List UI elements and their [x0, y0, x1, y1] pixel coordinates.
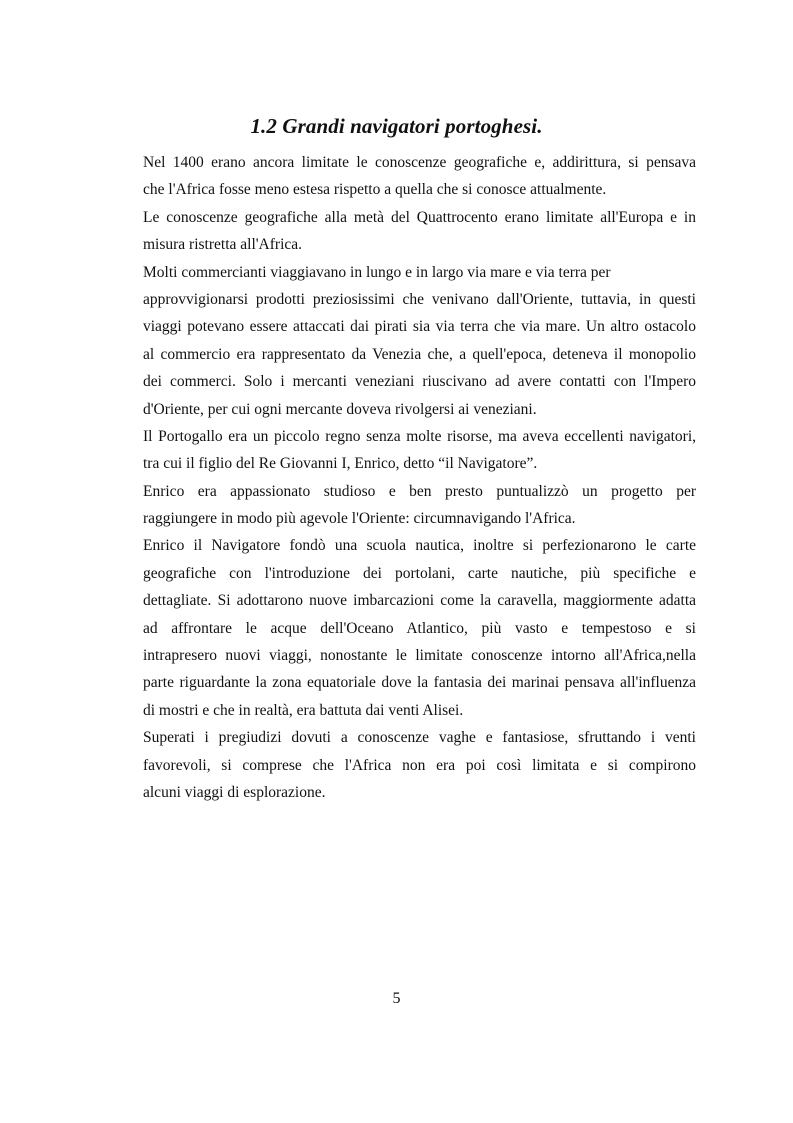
- page-number: 5: [392, 990, 401, 1007]
- text-line: Enrico il Navigatore fondò una scuola nautica, inoltre si perfezionarono le carte: [143, 537, 696, 555]
- text-line: dettagliate. Si adottarono nuove imbarcazioni come la caravella, maggiormente adatta: [143, 592, 696, 610]
- text-line: intrapresero nuovi viaggi, nonostante le limitate conoscenze intorno all'Africa,nella: [143, 647, 696, 665]
- text-line: che l'Africa fosse meno estesa rispetto a quella che si conosce attualmente.: [143, 181, 607, 199]
- text-line: raggiungere in modo più agevole l'Oriente: circumnavigando l'Africa.: [143, 510, 576, 528]
- body-text: [143, 149, 696, 806]
- text-line: ad affrontare le acque dell'Oceano Atlantico, più vasto e tempestoso e si: [143, 619, 696, 637]
- text-line: parte riguardante la zona equatoriale dove la fantasia dei marinai pensava all'influenza: [143, 674, 696, 692]
- text-line: dei commerci. Solo i mercanti veneziani riuscivano ad avere contatti con l'Impero: [143, 373, 696, 391]
- text-line: d'Oriente, per cui ogni mercante doveva rivolgersi ai veneziani.: [143, 400, 537, 418]
- text-line: approvvigionarsi prodotti preziosissimi che venivano dall'Oriente, tuttavia, in questi: [143, 290, 696, 308]
- text-line: di mostri e che in realtà, era battuta dai venti Alisei.: [143, 701, 464, 719]
- text-line: tra cui il figlio del Re Giovanni I, Enrico, detto “il Navigatore”.: [143, 455, 538, 473]
- text-line: Nel 1400 erano ancora limitate le conoscenze geografiche e, addirittura, si pensava: [143, 154, 696, 171]
- section-heading: 1.2 Grandi navigatori portoghesi.: [250, 114, 543, 138]
- text-line: Enrico era appassionato studioso e ben presto puntualizzò un progetto per: [143, 482, 696, 500]
- text-line: Superati i pregiudizi dovuti a conoscenze vaghe e fantasiose, sfruttando i venti: [143, 729, 696, 747]
- text-line: Il Portogallo era un piccolo regno senza molte risorse, ma aveva eccellenti navigatori,: [143, 427, 696, 445]
- text-line: Le conoscenze geografiche alla metà del Quattrocento erano limitate all'Europa e in: [143, 208, 696, 226]
- text-line: alcuni viaggi di esplorazione.: [143, 783, 326, 801]
- text-line: favorevoli, si comprese che l'Africa non era poi così limitata e si compirono: [143, 756, 696, 774]
- text-line: Molti commercianti viaggiavano in lungo e in largo via mare e via terra per: [143, 263, 611, 281]
- text-line: viaggi potevano essere attaccati dai pirati sia via terra che via mare. Un altro ostacolo: [143, 318, 696, 336]
- text-line: geografiche con l'introduzione dei portolani, carte nautiche, più specifiche e: [143, 564, 696, 582]
- text-line: al commercio era rappresentato da Venezia che, a quell'epoca, deteneva il monopolio: [143, 345, 696, 363]
- text-line: misura ristretta all'Africa.: [143, 236, 303, 254]
